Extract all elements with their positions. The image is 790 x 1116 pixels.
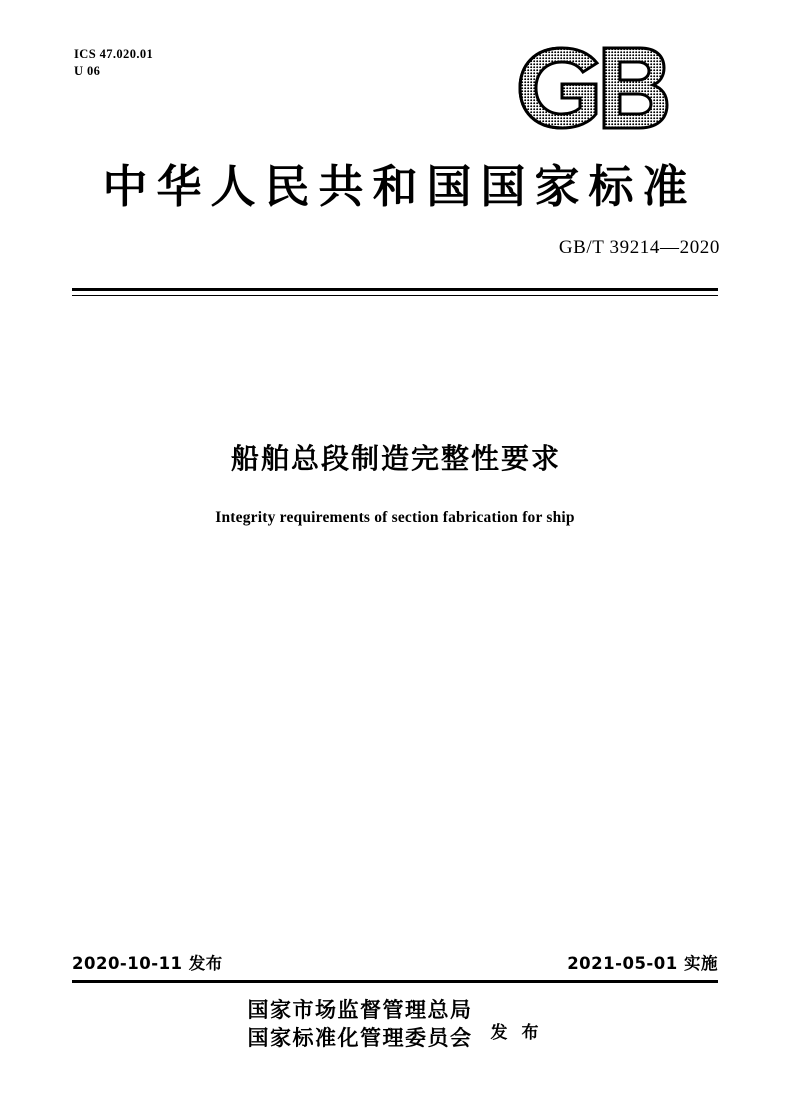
ics-classification-block (74, 46, 153, 80)
issuer-line-2: 国家标准化管理委员会 (247, 1026, 473, 1051)
standard-number: GB/T 39214—2020 (558, 237, 720, 258)
issue-date: 2020-10-11 发布 (72, 954, 223, 973)
document-title-english: Integrity requirements of section fabrication for ship (215, 509, 575, 526)
issuer-block (0, 996, 790, 1053)
classification-code: U 06 (74, 63, 101, 78)
divider-thin-top (72, 295, 718, 296)
ics-code: ICS 47.020.01 (74, 47, 154, 61)
document-title-chinese: 船舶总段制造完整性要求 (230, 442, 561, 475)
issuer-line-1: 国家市场监督管理总局 (247, 998, 473, 1022)
footer-dates (72, 950, 718, 974)
divider-thick-top (72, 288, 718, 291)
effective-date: 2021-05-01 实施 (567, 954, 718, 973)
page-title: 中华人民共和国国家标准 (102, 160, 697, 213)
issuer-action: 发 布 (490, 1022, 543, 1043)
gb-logo-icon (512, 42, 672, 134)
divider-thick-footer (72, 980, 718, 983)
issuer-names (248, 996, 473, 1053)
